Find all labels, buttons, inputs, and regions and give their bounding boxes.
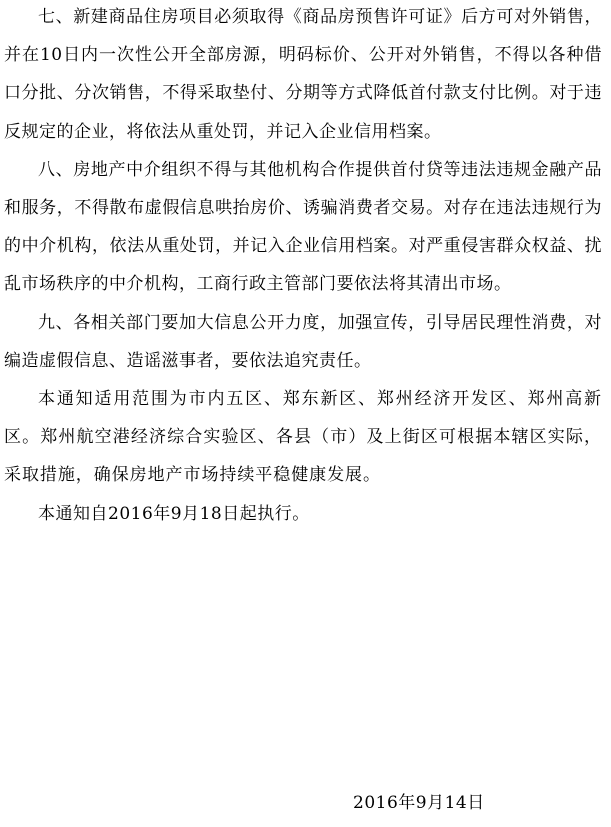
paragraph-item-9: 九、各相关部门要加大信息公开力度，加强宣传，引导居民理性消费，对编造虚假信息、造谣滋事者，要依法追究责任。 [4, 312, 602, 371]
paragraph-effective-date: 本通知自2016年9月18日起执行。 [38, 503, 310, 524]
paragraph-scope: 本通知适用范围为市内五区、郑东新区、郑州经济开发区、郑州高新区。郑州航空港经济综合实验区、各县（市）及上街区可根据本辖区实际，采取措施，确保房地产市场持续平稳健康发展。 [4, 389, 602, 486]
paragraph-item-7: 七、新建商品住房项目必须取得《商品房预售许可证》后方可对外销售，并在10日内一次性公开全部房源，明码标价、公开对外销售，不得以各种借口分批、分次销售，不得采取垫付、分期等方式降低首付款支付比例。对于违反规定的企业，将依法从重处罚，并记入企业信用档案。 [4, 7, 602, 142]
paragraph-item-8: 八、房地产中介组织不得与其他机构合作提供首付贷等违法违规金融产品和服务，不得散布虚假信息哄抬房价、诱骗消费者交易。对存在违法违规行为的中介机构，依法从重处罚，并记入企业信用档案。对严重侵害群众权益、扰乱市场秩序的中介机构，工商行政主管部门要依法将其清出市场。 [4, 159, 602, 295]
signature-date: 2016年9月14日 [353, 793, 485, 813]
document-body [4, 0, 602, 533]
